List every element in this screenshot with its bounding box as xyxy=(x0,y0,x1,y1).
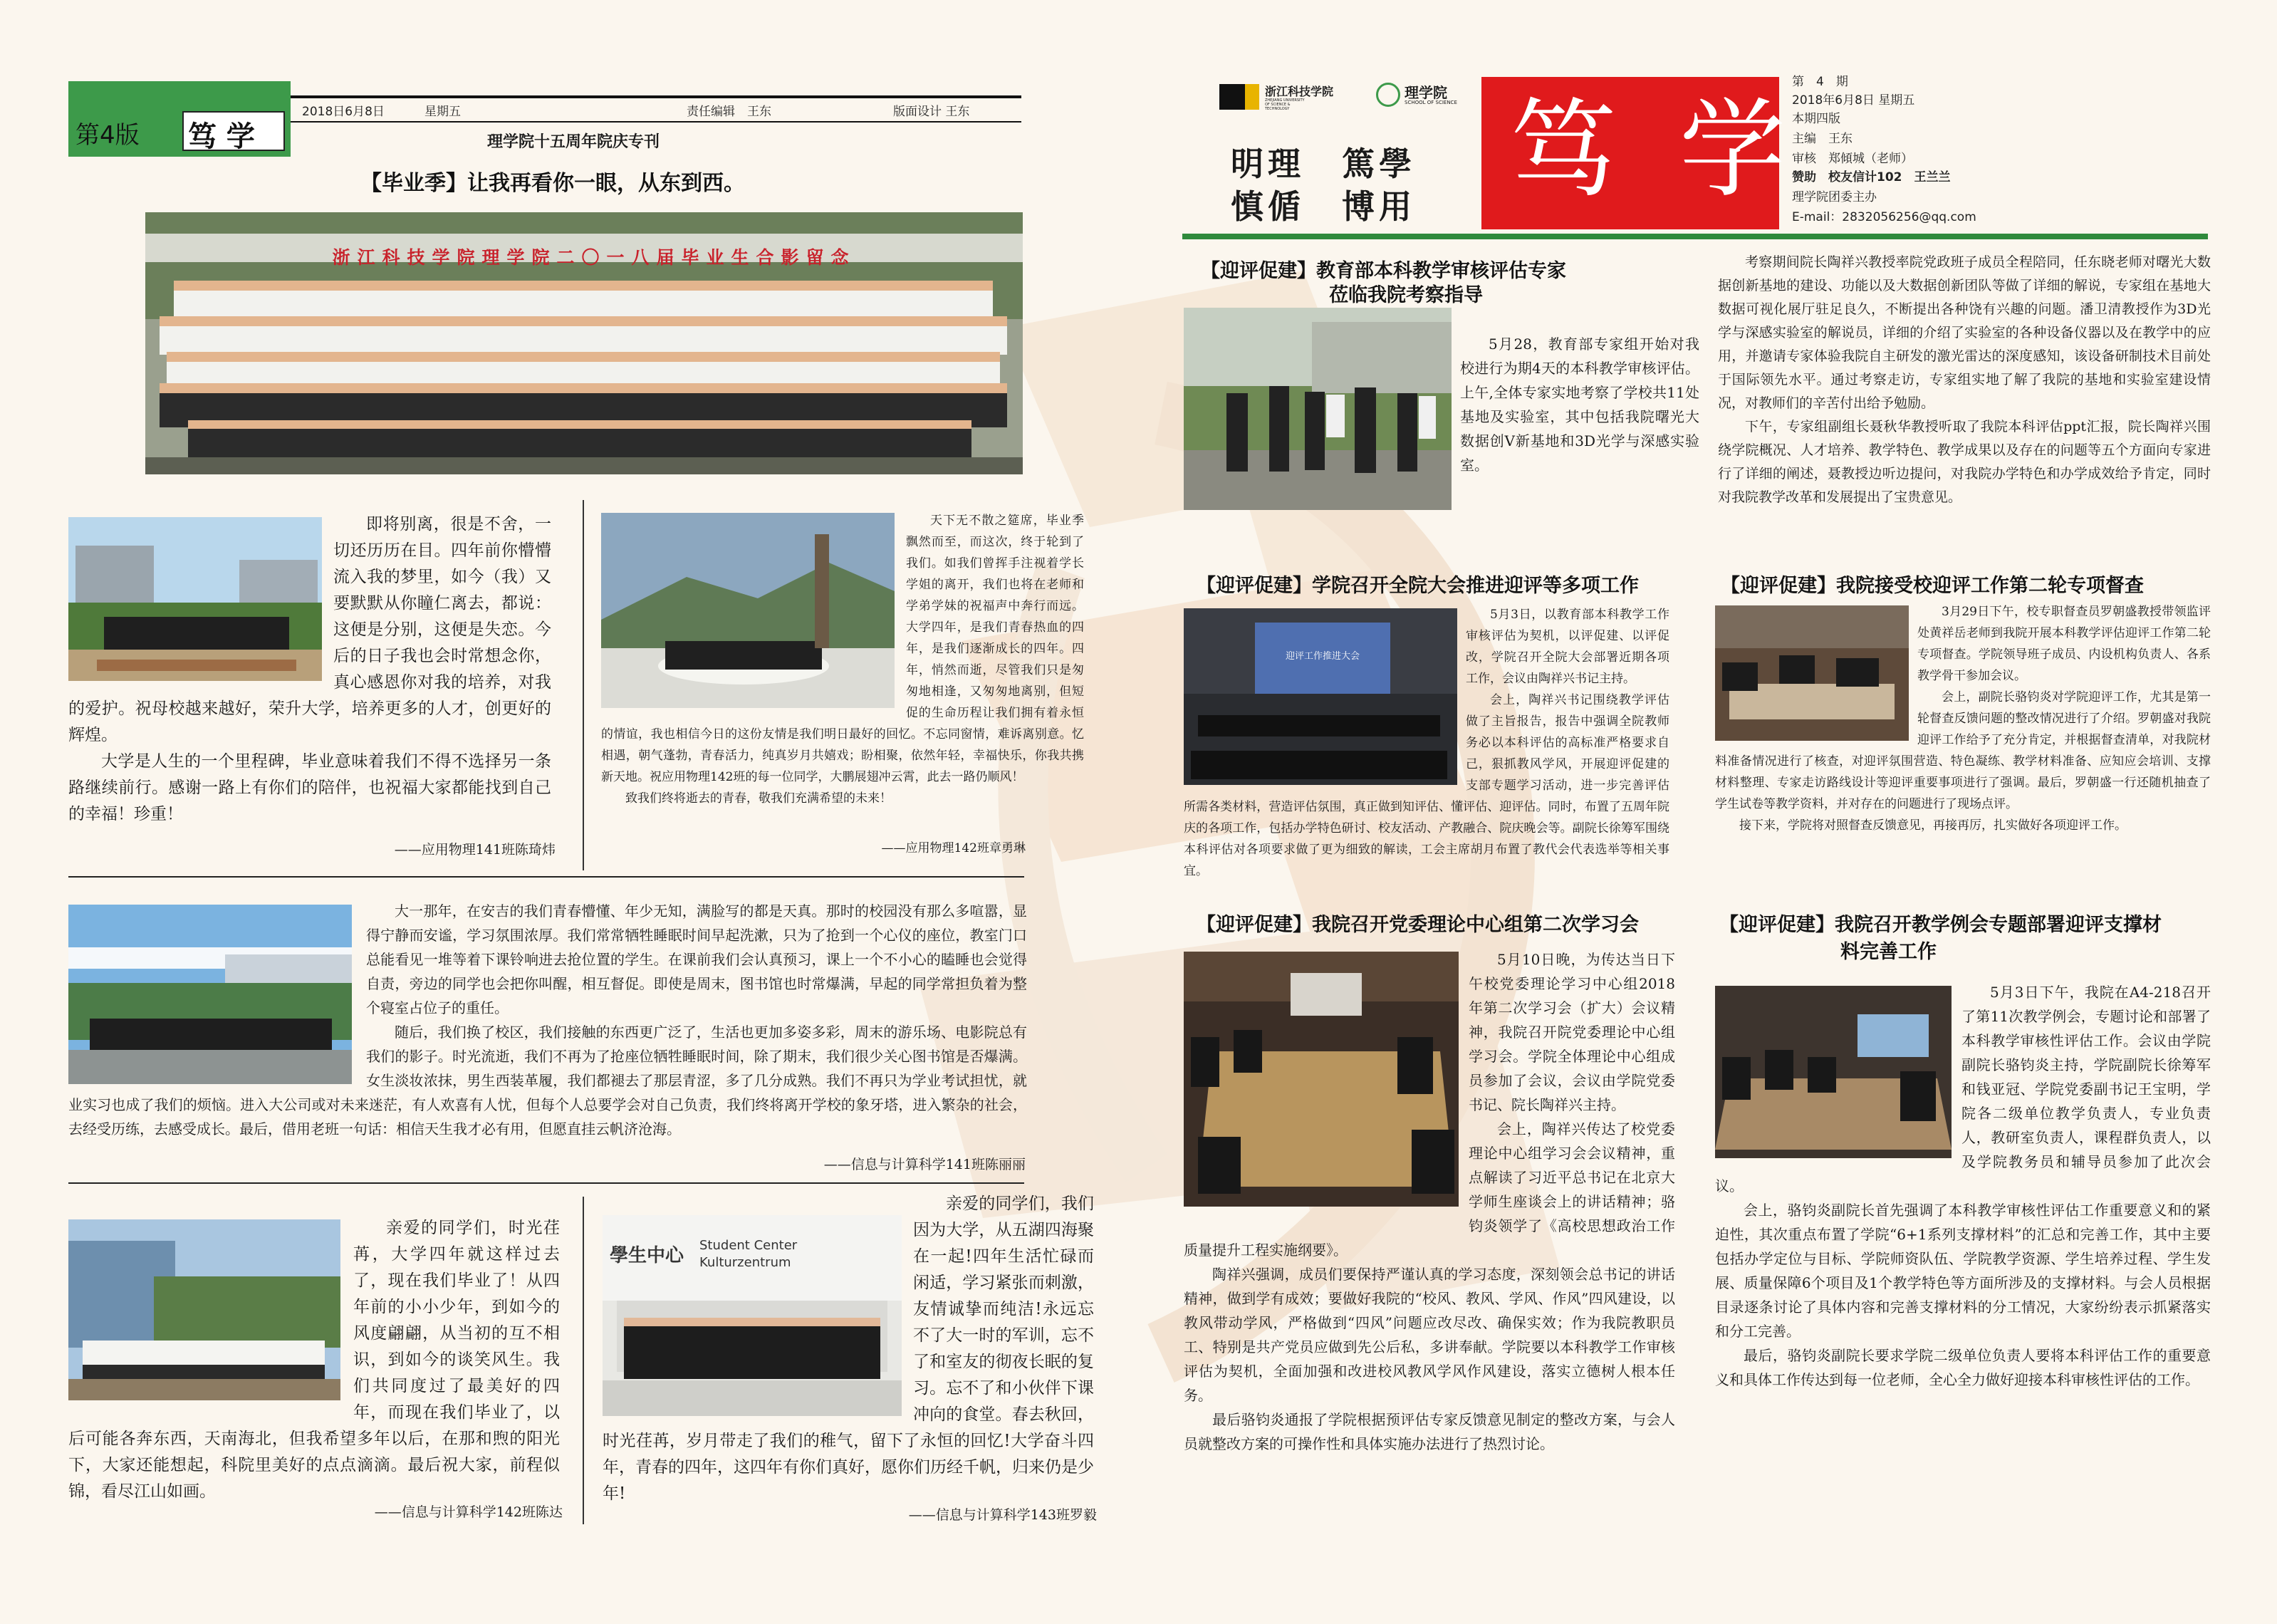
header-mid-rule xyxy=(291,121,1021,123)
essay3-paragraph: 大一那年，在安吉的我们青春懵懂、年少无知，满脸写的都是天真。那时的校园没有那么多喧嚣，显得宁静而安谧，学习氛围浓厚。我们常常牺牲睡眠时间早起洗漱，只为了抢到一个心仪的座位，教室门口总能看见一堆等着下课铃响进去抢位置的学生。在课前我们会认真预习，课上一个不小心的瞌睡也会觉得自责，旁边的同学也会把你叫醒，相互督促。即使是周末，图书馆也时常爆满，早起的同学常担负着为整个寝室占位子的重任。 xyxy=(366,902,1027,1016)
university-name: 浙江科技学院 xyxy=(1265,85,1334,98)
essay4-body xyxy=(68,1215,560,1514)
article5-title-line1: 【迎评促建】我院召开教学例会专题部署迎评支撑材 xyxy=(1719,914,2162,936)
info-reviewer: 审核 郑傾城（老师） xyxy=(1792,152,1913,166)
essay2-photo-spacer xyxy=(601,510,906,714)
logo-yellow-block xyxy=(1245,84,1259,110)
article5-paragraph: 会上，骆钧炎副院长首先强调了本科教学审核性评估工作重要意义和的紧迫性，其次重点布置了学院“6+1系列支撑材料”的汇总和完善工作，其中主要包括办学定位与目标、学院师资队伍、学院教学资源、学生培养过程、学生发展、质量保障6个项目及1个教学特色等方面所涉及的支撑材料。与会人员根据目录逐条讨论了具体内容和完善支撑材料的分工情况，大家纷纷表示抓紧落实和分工完善。 xyxy=(1715,1202,2211,1340)
article1-title-line1: 【迎评促建】教育部本科教学审核评估专家 xyxy=(1201,260,1566,282)
school-logo-icon xyxy=(1376,83,1400,107)
section-divider-1 xyxy=(68,876,1024,878)
motto-line1: 明理 篤學 xyxy=(1231,145,1416,183)
essay2-paragraph: 天下无不散之筵席，毕业季飘然而至，而这次，终于轮到了我们。如我们曾挥手注视着学长学姐的离开，我们也将在老师和学弟学妹的祝福声中奔行而远。大学四年，是我们青春热血的四年，是我们逐渐成长的四年。四年，悄然而逝，尽管我们只是匆匆地相逢，又匆匆地离别，但短促的生命历程让我们拥有着永恒的情谊，我也相信今日的这份友情是我们明日最好的回忆。不忘同窗情，难诉离别意。忆相遇，朝气蓬勃，青春活力，纯真岁月共嬉戏；盼相聚，依然年轻，幸福快乐，你我共携新天地。祝应用物理142班的每一位同学，大鹏展翅冲云霄，此去一路仍顺风！ xyxy=(601,514,1084,784)
essay5-paragraph: 亲爱的同学们，我们因为大学，从五湖四海聚在一起!四年生活忙碌而闲适，学习紧张而刺激，友情诚挚而纯洁!永远忘不了大一时的军训，忘不了和室友的彻夜长眠的复习。忘不了和小伙伴下课冲向的食堂。春去秋回，时光荏苒，岁月带走了我们的稚气，留下了永恒的回忆!大学奋斗四年，青春的四年，这四年有你们真好，愿你们历经千帆，归来仍是少年! xyxy=(603,1194,1094,1503)
essay1-photo-spacer xyxy=(68,511,333,691)
edition-label: 第4版 xyxy=(75,121,140,150)
masthead-green-rule xyxy=(1182,234,2208,239)
group-photo xyxy=(145,212,1023,474)
group-photo-banner: 浙江科技学院理学院二〇一八届毕业生合影留念 xyxy=(332,247,856,268)
essay-column-divider xyxy=(583,500,584,870)
info-date: 2018年6月8日 星期五 xyxy=(1792,93,1915,108)
info-organizer: 理学院团委主办 xyxy=(1792,190,1877,204)
article4-body xyxy=(1184,947,1675,1474)
article2-paragraph: 5月3日，以教育部本科教学工作审核评估为契机，以评促建、以评促改，学院召开全院大会部署近期各项工作，会议由陶祥兴书记主持。 xyxy=(1466,608,1669,686)
info-chief-editor: 主编 王东 xyxy=(1792,132,1853,146)
university-name-en: ZHEJIANG UNIVERSITY OF SCIENCE & TECHNOLOGY xyxy=(1265,98,1305,111)
essay5-signature: ——信息与计算科学143班罗毅 xyxy=(908,1507,1097,1523)
article5-paragraph: 最后，骆钧炎副院长要求学院二级单位负责人要将本科评估工作的重要意义和具体工作传达到每一位老师，全心全力做好迎接本科审核性评估的工作。 xyxy=(1715,1347,2211,1388)
logo-black-block xyxy=(1219,84,1245,110)
school-name: 理学院 xyxy=(1405,84,1447,101)
article1-body-right xyxy=(1718,251,2211,564)
essay2-paragraph: 致我们终将逝去的青春，敬我们充满希望的未来！ xyxy=(625,791,892,806)
article1-body-left xyxy=(1460,332,1699,560)
article2-body xyxy=(1184,604,1669,889)
article4-title: 【迎评促建】我院召开党委理论中心组第二次学习会 xyxy=(1197,914,1639,936)
student-center-sign-de: Kulturzentrum xyxy=(699,1255,791,1270)
essay3-body xyxy=(68,899,1027,1158)
article5-paragraph: 5月3日下午，我院在A4-218召开了第11次教学例会，专题讨论和部署了本科教学审核性评估工作。会议由学院副院长骆钧炎主持，学院副院长徐筹军和钱亚冠、学院党委副书记王宝明，学院各二级单位教学负责人，专业负责人，教研室负责人，课程群负责人，以及学院教务员和辅导员参加了此次会议。 xyxy=(1715,984,2211,1194)
article2-photo-spacer xyxy=(1184,604,1466,791)
school-name-en: SCHOOL OF SCIENCE xyxy=(1405,100,1457,105)
essay2-body xyxy=(601,510,1084,855)
article4-photo-spacer xyxy=(1184,947,1469,1215)
article1-paragraph: 考察期间院长陶祥兴教授率院党政班子成员全程陪同，任东晓老师对曙光大数据创新基地的建设、功能以及大数据创新团队等做了详细的解说，专家组在基地大数据可视化展厅驻足良久，不断提出各种饶有兴趣的问题。潘卫清教授作为3D光学与深感实验室的解说员，详细的介绍了实验室的各种设备仪器以及在教学中的应用，并邀请专家体验我院自主研发的激光雷达的深度感知，该设备研制技术目前处于国际领先水平。通过考察走访，专家组实地了解了我院的基地和实验室建设情况，对教师们的辛苦付出给予勉励。 xyxy=(1718,254,2211,411)
article5-photo-spacer xyxy=(1715,980,1961,1167)
article1-paragraph: 下午，专家组副组长聂秋华教授听取了我院本科评估ppt汇报，院长陶祥兴围绕学院概况、人才培养、教学特色、教学成果以及存在的问题等五个方面向专家进行了详细的阐述，聂教授边听边提问，对我院办学特色和办学成效给予肯定，同时对我院教学改革和发展提出了宝贵意见。 xyxy=(1718,419,2211,505)
special-issue-label: 理学院十五周年院庆专刊 xyxy=(487,133,660,151)
essay1-body xyxy=(68,511,551,839)
motto-line2: 慎偱 博用 xyxy=(1231,187,1416,226)
article2-banner-text: 迎评工作推进大会 xyxy=(1285,651,1360,662)
article5-title-line2: 料完善工作 xyxy=(1840,941,1937,963)
article3-paragraph: 3月29日下午，校专职督查员罗朝盛教授带领监评处黄祥岳老师到我院开展本科教学评估迎评工作第二轮专项督查。学院领导班子成员、内设机构负责人、各系教学骨干参加会议。 xyxy=(1917,605,2211,683)
article3-photo-spacer xyxy=(1715,601,1917,745)
essay4-paragraph: 亲爱的同学们，时光荏苒，大学四年就这样过去了，现在我们毕业了！从四年前的小小少年，到如今的风度翩翩，从当初的互不相识，到如今的谈笑风生。我们共同度过了最美好的四年，而现在我们毕业了，以后可能各奔东西，天南海北，但我希望多年以后，在那和煦的阳光下，大家还能想起，科院里美好的点点滴滴。最后祝大家，前程似锦，看尽江山如画。 xyxy=(68,1219,560,1501)
article3-title: 【迎评促建】我院接受校迎评工作第二轮专项督查 xyxy=(1721,575,2144,597)
essay5-body xyxy=(603,1191,1094,1513)
article2-title: 【迎评促建】学院召开全院大会推进迎评等多项工作 xyxy=(1197,575,1639,597)
section-divider-2 xyxy=(68,1182,1024,1184)
article5-body xyxy=(1715,980,2211,1536)
article4-paragraph: 5月10日晚，为传达当日下午校党委理论学习中心组2018年第二次学习会（扩大）会议精神，我院召开院党委理论中心组学习会。学院全体理论中心组成员参加了会议，会议由学院党委书记、院长陶祥兴主持。 xyxy=(1469,951,1675,1113)
header-editor: 责任编辑 王东 xyxy=(687,105,771,119)
article2-paragraph: 会上，陶祥兴书记围绕教学评估做了主旨报告，报告中强调全院教师务必以本科评估的高标准严格要求自己，狠抓教风学风，开展迎评促建的支部专题学习活动，进一步完善评估所需各类材料，营造评估氛围，真正做到知评估、懂评估、迎评估。同时，布置了五周年院庆的各项工作，包括办学特色研讨、校友活动、产教融合、院庆晚会等。副院长徐筹军围绕本科评估对各项要求做了更为细致的解读，工会主席胡月布置了教代会代表选举等相关事宜。 xyxy=(1184,693,1669,878)
header-designer: 版面设计 王东 xyxy=(893,105,970,119)
info-email: E-mail：2832056256@qq.com xyxy=(1792,210,1976,224)
essay3-signature: ——信息与计算科学141班陈丽丽 xyxy=(823,1157,1026,1172)
graduation-title: 【毕业季】让我再看你一眼，从东到西。 xyxy=(360,171,745,196)
essay3-paragraph: 随后，我们换了校区，我们接触的东西更广泛了，生活也更加多姿多彩，周末的游乐场、电影院总有我们的影子。时光流逝，我们不再为了抢座位牺牲睡眠时间，除了期末，我们很少关心图书馆是否爆满。女生淡妆浓抹，男生西装革履，我们都褪去了那层青涩，多了几分成熟。我们不再只为学业考试担忧，就业实习也成了我们的烦恼。进入大公司或对未来迷茫，有人欢喜有人忧，但每个人总要学会对自己负责，我们终将离开学校的象牙塔，进入繁杂的社会，去经受历练，去感受成长。最后，借用老班一句话：相信天生我才必有用，但愿直挂云帆济沧海。 xyxy=(68,1024,1027,1138)
article3-body xyxy=(1715,601,2211,886)
essay3-photo-spacer xyxy=(68,899,366,1091)
article4-paragraph: 陶祥兴强调，成员们要保持严谨认真的学习态度，深刻领会总书记的讲话精神，做到学有成效；要做好我院的“校风、教风、学风、作风”四风建设，以教风带动学风，严格做到“四风”问题应改尽改、确保实效；作为我院教职员工、特别是共产党员应做到先公后私，多讲奉献。学院要以本科教学工作审核评估为契机，全面加强和改进校风教风学风作风建设，落实立德树人根本任务。 xyxy=(1184,1266,1675,1404)
article1-paragraph: 5月28，教育部专家组开始对我校进行为期4天的本科教学审核评估。上午,全体专家实地考察了学校共11处基地及实验室，其中包括我院曙光大数据创V新基地和3D光学与深感实验室。 xyxy=(1460,335,1699,474)
article1-photo xyxy=(1184,308,1452,510)
essay4-photo-spacer xyxy=(68,1215,353,1412)
article4-paragraph: 最后骆钧炎通报了学院根据预评估专家反馈意见制定的整改方案，与会人员就整改方案的可操作性和具体实施办法进行了热烈讨论。 xyxy=(1184,1411,1675,1452)
info-pages: 本期四版 xyxy=(1792,112,1840,126)
student-center-sign-cn: 學生中心 xyxy=(610,1245,684,1266)
article3-paragraph: 接下来，学院将对照督查反馈意见，再接再厉，扎实做好各项迎评工作。 xyxy=(1739,818,2127,833)
article4-paragraph: 会上，陶祥兴传达了校党委理论中心组学习会会议精神，重点解读了习近平总书记在北京大学师生座谈会上的讲话精神；骆钧炎领学了《高校思想政治工作质量提升工程实施纲要》。 xyxy=(1184,1120,1675,1259)
section-name: 笃 学 xyxy=(188,120,255,153)
essay1-paragraph: 即将别离，很是不舍，一切还历历在目。四年前你懵懵流入我的梦里，如今（我）又要默默从你瞳仁离去，都说：这便是分别，这便是失恋。今后的日子我也会时常想念你，真心感恩你对我的培养，对我的爱护。祝母校越来越好，荣升大学，培养更多的人才，创更好的辉煌。 xyxy=(68,515,551,744)
left-header-frame xyxy=(68,76,1021,157)
essay1-signature: ——应用物理141班陈琦炜 xyxy=(394,842,556,858)
paper-title: 笃 学 xyxy=(1510,88,1801,212)
essay1-paragraph: 大学是人生的一个里程碑，毕业意味着我们不得不选择另一条路继续前行。感谢一路上有你们的陪伴，也祝福大家都能找到自己的幸福！珍重！ xyxy=(68,752,551,823)
essay5-photo-spacer xyxy=(603,1191,913,1426)
header-date: 2018日6月8日 xyxy=(302,105,385,119)
essay2-signature: ——应用物理142班章勇琳 xyxy=(881,841,1026,855)
article1-title-line2: 莅临我院考察指导 xyxy=(1329,284,1483,306)
student-center-sign-en: Student Center xyxy=(699,1238,798,1253)
essay4-signature: ——信息与计算科学142班陈达 xyxy=(374,1504,563,1520)
info-issue: 第 4 期 xyxy=(1792,75,1848,89)
masthead xyxy=(1175,71,2244,242)
article3-paragraph: 会上，副院长骆钧炎对学院迎评工作，尤其是第一轮督查反馈问题的整改情况进行了介绍。罗朝盛对我院迎评工作给予了充分肯定，并根据督查清单，对我院材料准备情况进行了核查，对迎评氛围营造、特色凝练、教学材料准备、应知应会培训、支撑材料整理、专家走访路线设计等迎评重要事项进行了强调。最后，罗朝盛一行还随机抽查了学生试卷等教学资料，并对存在的问题进行了现场点评。 xyxy=(1715,690,2211,811)
header-weekday: 星期五 xyxy=(424,105,461,119)
info-sponsor: 赞助 校友信计102 王兰兰 xyxy=(1792,170,1951,184)
essay-column-divider-lower xyxy=(583,1197,584,1524)
header-top-rule xyxy=(291,95,1021,98)
